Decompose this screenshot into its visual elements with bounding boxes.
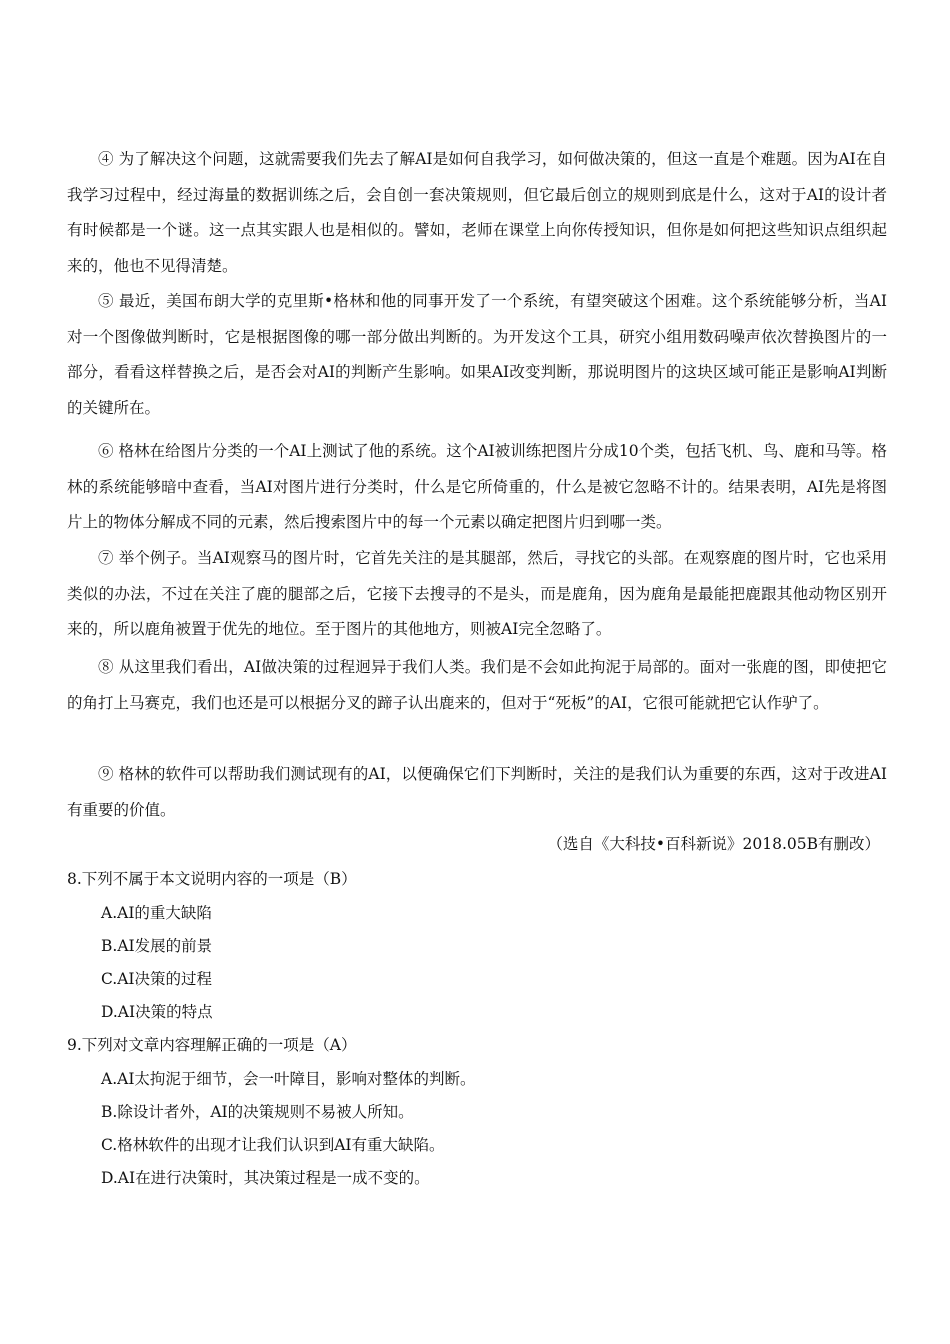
question-8-option-d: D.AI决策的特点	[101, 1003, 213, 1021]
question-9-option-b: B.除设计者外，AI的决策规则不易被人所知。	[101, 1103, 414, 1121]
paragraph-4: ④ 为了解决这个问题，这就需要我们先去了解AI是如何自我学习，如何做决策的，但这一直是个难题。因为AI在自我学习过程中，经过海量的数据训练之后，会自创一套决策规则，但它最后创立的规则到底是什么，这对于AI的设计者有时候都是一个谜。这一点其实跟人也是相似的。譬如，老师在课堂上向你传授知识，但你是如何把这些知识点组织起来的，他也不见得清楚。	[67, 150, 887, 275]
question-8-stem: 8.下列不属于本文说明内容的一项是（B）	[67, 870, 357, 888]
question-8-option-b: B.AI发展的前景	[101, 937, 213, 955]
paragraph-6: ⑥ 格林在给图片分类的一个AI上测试了他的系统。这个AI被训练把图片分成10个类，包括飞机、鸟、鹿和马等。格林的系统能够暗中查看，当AI对图片进行分类时，什么是它所倚重的，什么是被它忽略不计的。结果表明，AI先是将图片上的物体分解成不同的元素，然后搜索图片中的每一个元素以确定把图片归到哪一类。	[67, 442, 887, 531]
paragraph-7: ⑦ 举个例子。当AI观察马的图片时，它首先关注的是其腿部，然后，寻找它的头部。在观察鹿的图片时，它也采用类似的办法，不过在关注了鹿的腿部之后，它接下去搜寻的不是头，而是鹿角，因为鹿角是最能把鹿跟其他动物区别开来的，所以鹿角被置于优先的地位。至于图片的其他地方，则被AI完全忽略了。	[67, 549, 887, 638]
question-8-option-a: A.AI的重大缺陷	[101, 904, 212, 922]
question-9-stem: 9.下列对文章内容理解正确的一项是（A）	[67, 1036, 357, 1054]
question-8-option-c: C.AI决策的过程	[101, 970, 213, 988]
question-9-option-d: D.AI在进行决策时，其决策过程是一成不变的。	[101, 1169, 430, 1187]
paragraph-9: ⑨ 格林的软件可以帮助我们测试现有的AI，以便确保它们下判断时，关注的是我们认为重要的东西，这对于改进AI有重要的价值。	[67, 765, 887, 819]
question-9-option-c: C.格林软件的出现才让我们认识到AI有重大缺陷。	[101, 1136, 445, 1154]
source-citation: （选自《大科技•百科新说》2018.05B有删改）	[547, 835, 880, 853]
paragraph-5: ⑤ 最近，美国布朗大学的克里斯•格林和他的同事开发了一个系统，有望突破这个困难。这个系统能够分析，当AI对一个图像做判断时，它是根据图像的哪一部分做出判断的。为开发这个工具，研究小组用数码噪声依次替换图片的一部分，看看这样替换之后，是否会对AI的判断产生影响。如果AI改变判断，那说明图片的这块区域可能正是影响AI判断的关键所在。	[67, 292, 887, 417]
question-9-option-a: A.AI太拘泥于细节，会一叶障目，影响对整体的判断。	[101, 1070, 476, 1088]
paragraph-8: ⑧ 从这里我们看出，AI做决策的过程迥异于我们人类。我们是不会如此拘泥于局部的。面对一张鹿的图，即使把它的角打上马赛克，我们也还是可以根据分叉的蹄子认出鹿来的，但对于“死板”的AI，它很可能就把它认作驴了。	[67, 658, 887, 712]
